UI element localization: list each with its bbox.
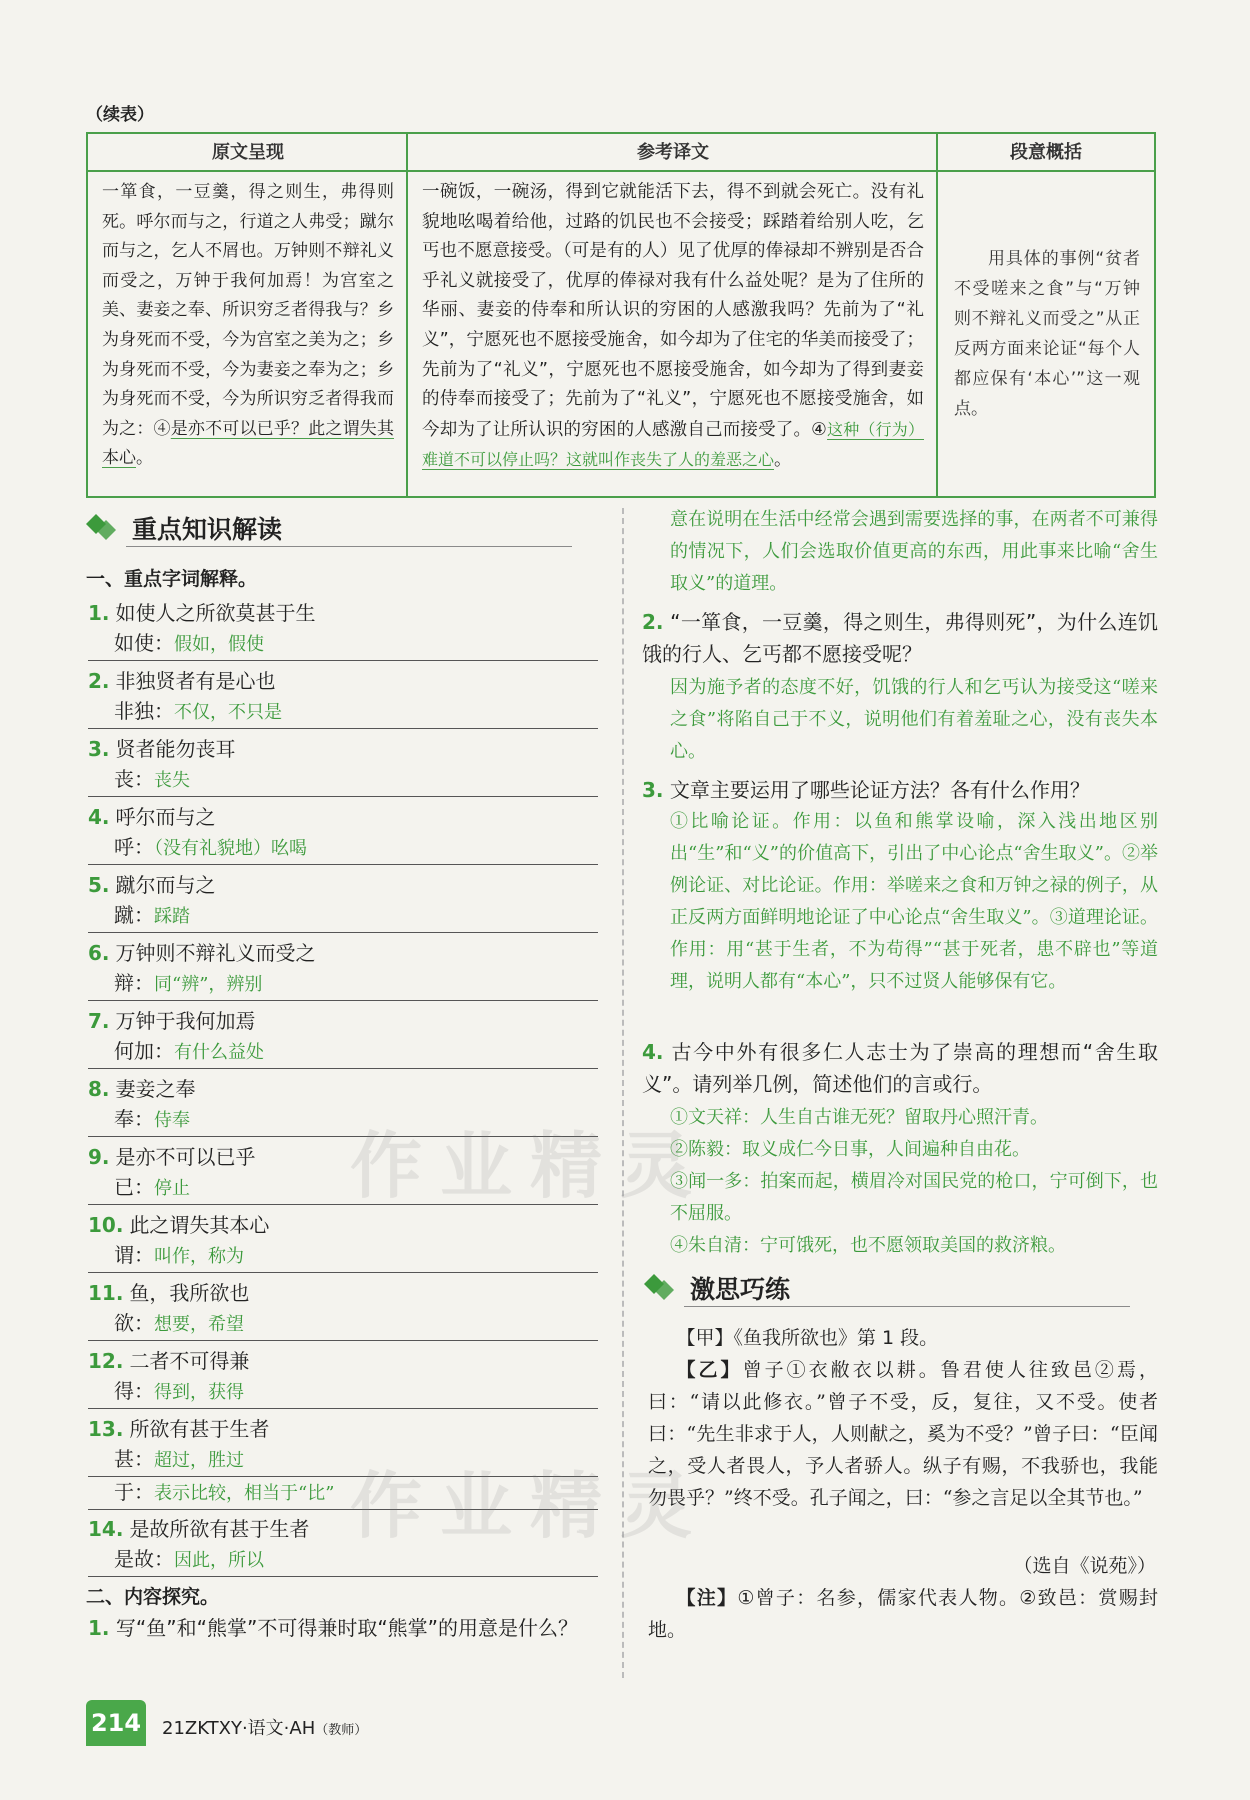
vocab-sentence: 万钟则不辩礼义而受之 [115, 941, 316, 965]
vocab-item [88, 1006, 598, 1069]
vocab-answer: 不仅，不只是 [174, 702, 282, 723]
part2-heading: 二、内容探究。 [86, 1586, 220, 1608]
question-1-text: 写“鱼”和“熊掌”不可得兼时取“熊掌”的用意是什么？ [115, 1616, 579, 1640]
vocab-word: 丧： [114, 767, 154, 791]
vocab-number: 14. [88, 1517, 124, 1541]
vocab-number: 4. [88, 805, 110, 829]
original-end: 。 [136, 448, 153, 469]
page-number: 214 [86, 1700, 146, 1746]
question-2-text: “一箪食，一豆羹，得之则生，弗得则死”，为什么连饥饿的行人、乞丐都不愿接受呢？ [642, 610, 1158, 666]
vocab-question [88, 666, 598, 696]
passage-yi-text: 曾子①衣敝衣以耕。鲁君使人往致邑②焉，曰：“请以此修衣。”曾子不受，反，复往，又不受。使者曰：“先生非求于人，人则献之，奚为不受？”曾子曰：“臣闻之，受人者畏人，予人者骄人。纵子有赐，不我骄也，我能勿畏乎？”终不受。孔子闻之，曰：“参之言足以全其节也。” [648, 1359, 1158, 1509]
vocab-answer: 停止 [154, 1178, 190, 1199]
vocab-answer: 丧失 [154, 770, 190, 791]
vocab-number: 3. [88, 737, 110, 761]
vocab-sentence: 鱼，我所欲也 [129, 1281, 250, 1305]
teacher-edition-label: （教师） [315, 1723, 368, 1738]
vocab-sentence: 是故所欲有甚于生者 [129, 1517, 310, 1541]
vocab-word: 得： [114, 1379, 154, 1403]
vocab-item [88, 598, 598, 661]
vocab-question [88, 1414, 598, 1444]
vocab-question [88, 1210, 598, 1240]
vocab-number: 5. [88, 873, 110, 897]
vocab-word: 如使： [114, 631, 174, 655]
question-2-number: 2. [642, 610, 664, 634]
answer-3: ①比喻论证。作用：以鱼和熊掌设喻，深入浅出地区别出“生”和“义”的价值高下，引出了中心论点“舍生取义”。②举例论证、对比论证。作用：举嗟来之食和万钟之禄的例子，从正反两方面鲜明地论证了中心论点“舍生取义”。③道理论证。作用：用“甚于生者，不为苟得”“甚于死者，患不辟也”等道理，说明人都有“本心”，只不过贤人能够保有它。 [670, 811, 1158, 992]
note-text: ①曾子：名参，儒家代表人物。②致邑：赏赐封地。 [648, 1587, 1158, 1641]
vocab-question [88, 870, 598, 900]
vocab-sentence: 蹴尔而与之 [115, 873, 216, 897]
section-banner-practice [644, 1268, 1130, 1308]
translation-answer: 这种（行为）难道不可以停止吗？这就叫作丧失了人的羞恶之心 [422, 419, 924, 470]
answer-4-item: ④朱自清：宁可饿死，也不愿领取美国的救济粮。 [670, 1235, 1066, 1256]
col-header-translation: 参考译文 [408, 134, 938, 172]
vocab-item [88, 870, 598, 933]
section-banner-key-knowledge [86, 508, 572, 548]
vocab-word: 非独： [114, 699, 174, 723]
vocab-word: 谓： [114, 1243, 154, 1267]
vocab-number: 8. [88, 1077, 110, 1101]
question-2 [642, 606, 1158, 670]
translation-table [86, 132, 1156, 498]
vocab-sentence: 贤者能勿丧耳 [115, 737, 236, 761]
note-label: 【注】 [676, 1587, 738, 1609]
original-underlined: 是亦不可以已乎？此之谓失其本心 [102, 418, 394, 469]
continued-label: （续表） [86, 105, 154, 125]
col-header-original: 原文呈现 [88, 134, 408, 172]
vocab-question [88, 734, 598, 764]
section-title: 激思巧练 [690, 1275, 791, 1304]
vocab-sentence: 如使人之所欲莫甚于生 [115, 601, 316, 625]
vocab-answer: 因此，所以 [174, 1550, 264, 1571]
vocab-answer-line [88, 1308, 598, 1341]
vocab-answer-line [88, 764, 598, 797]
vocab-answer-line [88, 832, 598, 865]
vocab-answer: 同“辨”，辨别 [154, 974, 263, 995]
vocab-number: 9. [88, 1145, 110, 1169]
vocab-item [88, 734, 598, 797]
translation-cell [422, 178, 924, 476]
question-3-text: 文章主要运用了哪些论证方法？各有什么作用？ [669, 778, 1090, 802]
vocab-answer: 假如，假使 [174, 634, 264, 655]
vocab-number: 2. [88, 669, 110, 693]
vocab-answer: 叫作，称为 [154, 1246, 244, 1267]
vocab-word: 蹴： [114, 903, 154, 927]
question-4-number: 4. [642, 1040, 664, 1064]
vocab-word: 甚： [114, 1447, 154, 1471]
vocab-answer-line [88, 1376, 598, 1409]
vocab-word: 已： [114, 1175, 154, 1199]
vocab-number: 7. [88, 1009, 110, 1033]
vocab-sentence: 二者不可得兼 [129, 1349, 250, 1373]
vocab-answer-line [88, 1036, 598, 1069]
vocab-answer-line [88, 696, 598, 729]
vocab-number: 11. [88, 1281, 124, 1305]
section-title: 重点知识解读 [132, 515, 283, 544]
vocab-answer: 有什么益处 [174, 1042, 264, 1063]
vocab-sentence: 所欲有甚于生者 [129, 1417, 270, 1441]
vocab-word: 于： [114, 1480, 154, 1504]
vocab-answer-line [88, 628, 598, 661]
vocab-item [88, 1278, 598, 1341]
question-4-text: 古今中外有很多仁人志士为了崇高的理想而“舍生取义”。请列举几例，简述他们的言或行。 [642, 1040, 1158, 1096]
vocab-answer: 得到，获得 [154, 1382, 244, 1403]
vocab-answer: 侍奉 [154, 1110, 190, 1131]
answer-4-list [670, 1102, 1158, 1262]
vocab-question [88, 1346, 598, 1376]
vocab-word: 何加： [114, 1039, 174, 1063]
passage-source: （选自《说苑》） [1013, 1555, 1156, 1577]
vocab-answer: 表示比较，相当于“比” [154, 1483, 335, 1504]
passage-note [648, 1582, 1158, 1646]
vocab-question [88, 938, 598, 968]
translation-end: 。 [774, 450, 792, 471]
vocab-sentence: 是亦不可以已乎 [115, 1145, 256, 1169]
answer-2: 因为施予者的态度不好，饥饿的行人和乞丐认为接受这“嗟来之食”将陷自己于不义，说明他们有着羞耻之心，没有丧失本心。 [670, 677, 1158, 762]
passage-yi [648, 1354, 1158, 1514]
watermark: 作业精灵 [350, 1464, 711, 1548]
diamond-icon [644, 1272, 674, 1302]
vocab-number: 1. [88, 601, 110, 625]
vocab-sentence: 此之谓失其本心 [129, 1213, 270, 1237]
col-header-summary: 段意概括 [938, 134, 1154, 172]
vocab-question [88, 1074, 598, 1104]
vocab-question [88, 802, 598, 832]
vocab-word: 欲： [114, 1311, 154, 1335]
diamond-icon [86, 512, 116, 542]
vocab-sentence: 非独贤者有是心也 [115, 669, 276, 693]
vocab-answer-line [88, 900, 598, 933]
vocab-answer: 想要，希望 [154, 1314, 244, 1335]
answer-4-item: ②陈毅：取义成仁今日事，人间遍种自由花。 [670, 1139, 1030, 1160]
vocab-answer-line [88, 1240, 598, 1273]
answer-4-item: ①文天祥：人生自古谁无死？留取丹心照汗青。 [670, 1107, 1048, 1128]
question-3 [642, 774, 1158, 806]
vocab-item [88, 1346, 598, 1409]
question-4 [642, 1036, 1158, 1100]
question-1-number: 1. [88, 1616, 110, 1640]
summary-text: 用具体的事例“贫者不受嗟来之食”与“万钟则不辩礼义而受之”从正反两方面来论证“每个人都应保有‘本心’”这一观点。 [954, 249, 1140, 419]
passage-jia-text: 【甲】《鱼我所欲也》第 1 段。 [676, 1327, 939, 1349]
vocab-item [88, 802, 598, 865]
book-code [162, 1714, 367, 1740]
passage-yi-label: 【乙】 [676, 1359, 743, 1381]
vocab-item [88, 666, 598, 729]
vocab-question [88, 1006, 598, 1036]
original-text: 一箪食，一豆羹，得之则生，弗得则死。呼尔而与之，行道之人弗受；蹴尔而与之，乞人不屑也。万钟则不辩礼义而受之，万钟于我何加焉！为宫室之美、妻妾之奉、所识穷乏者得我与？乡为身死而不受，今为宫室之美为之；乡为身死而不受，今为妻妾之奉为之；乡为身死而不受，今为所识穷乏者得我而为之：④ [102, 182, 394, 439]
vocab-item [88, 1210, 598, 1273]
vocab-sentence: 呼尔而与之 [115, 805, 216, 829]
vocab-sentence: 万钟于我何加焉 [115, 1009, 256, 1033]
vocab-word: 辩： [114, 971, 154, 995]
vocab-question [88, 1278, 598, 1308]
vocab-number: 12. [88, 1349, 124, 1373]
vocab-word: 呼： [114, 835, 154, 859]
vocab-question [88, 598, 598, 628]
question-3-number: 3. [642, 778, 664, 802]
vocab-number: 13. [88, 1417, 124, 1441]
vocab-answer-line [88, 968, 598, 1001]
original-text-cell [102, 178, 394, 474]
vocab-number: 6. [88, 941, 110, 965]
watermark: 作业精灵 [350, 1124, 711, 1208]
vocab-answer: 超过，胜过 [154, 1450, 244, 1471]
answer-4-item: ③闻一多：拍案而起，横眉冷对国民党的枪口，宁可倒下，也不屈服。 [670, 1171, 1158, 1224]
book-code-text: 21ZKTXY·语文·AH [162, 1718, 316, 1739]
passage-jia [648, 1322, 1158, 1354]
vocab-sentence: 妻妾之奉 [115, 1077, 196, 1101]
question-1 [88, 1612, 598, 1644]
vocab-number: 10. [88, 1213, 124, 1237]
summary-cell [954, 244, 1140, 424]
vocab-word: 奉： [114, 1107, 154, 1131]
part1-heading: 一、重点字词解释。 [86, 568, 258, 590]
vocab-answer: 踩踏 [154, 906, 190, 927]
vocab-answer: （没有礼貌地）吆喝 [154, 838, 307, 859]
translation-text: 一碗饭，一碗汤，得到它就能活下去，得不到就会死亡。没有礼貌地吆喝着给他，过路的饥民也不会接受；踩踏着给别人吃，乞丐也不愿意接受。（可是有的人）见了优厚的俸禄却不辨别是否合乎礼义就接受了，优厚的俸禄对我有什么益处呢？是为了住所的华丽、妻妾的侍奉和所认识的穷困的人感激我吗？先前为了“礼义”，宁愿死也不愿接受施舍，如今却为了住宅的华美而接受了；先前为了“礼义”，宁愿死也不愿接受施舍，如今却为了得到妻妾的侍奉而接受了；先前为了“礼义”，宁愿死也不愿接受施舍，如今却为了让所认识的穷困的人感激自己而接受了。④ [422, 182, 924, 440]
answer-1: 意在说明在生活中经常会遇到需要选择的事，在两者不可兼得的情况下，人们会选取价值更高的东西，用此事来比喻“舍生取义”的道理。 [670, 509, 1158, 594]
vocab-item [88, 938, 598, 1001]
vocab-word: 是故： [114, 1547, 174, 1571]
